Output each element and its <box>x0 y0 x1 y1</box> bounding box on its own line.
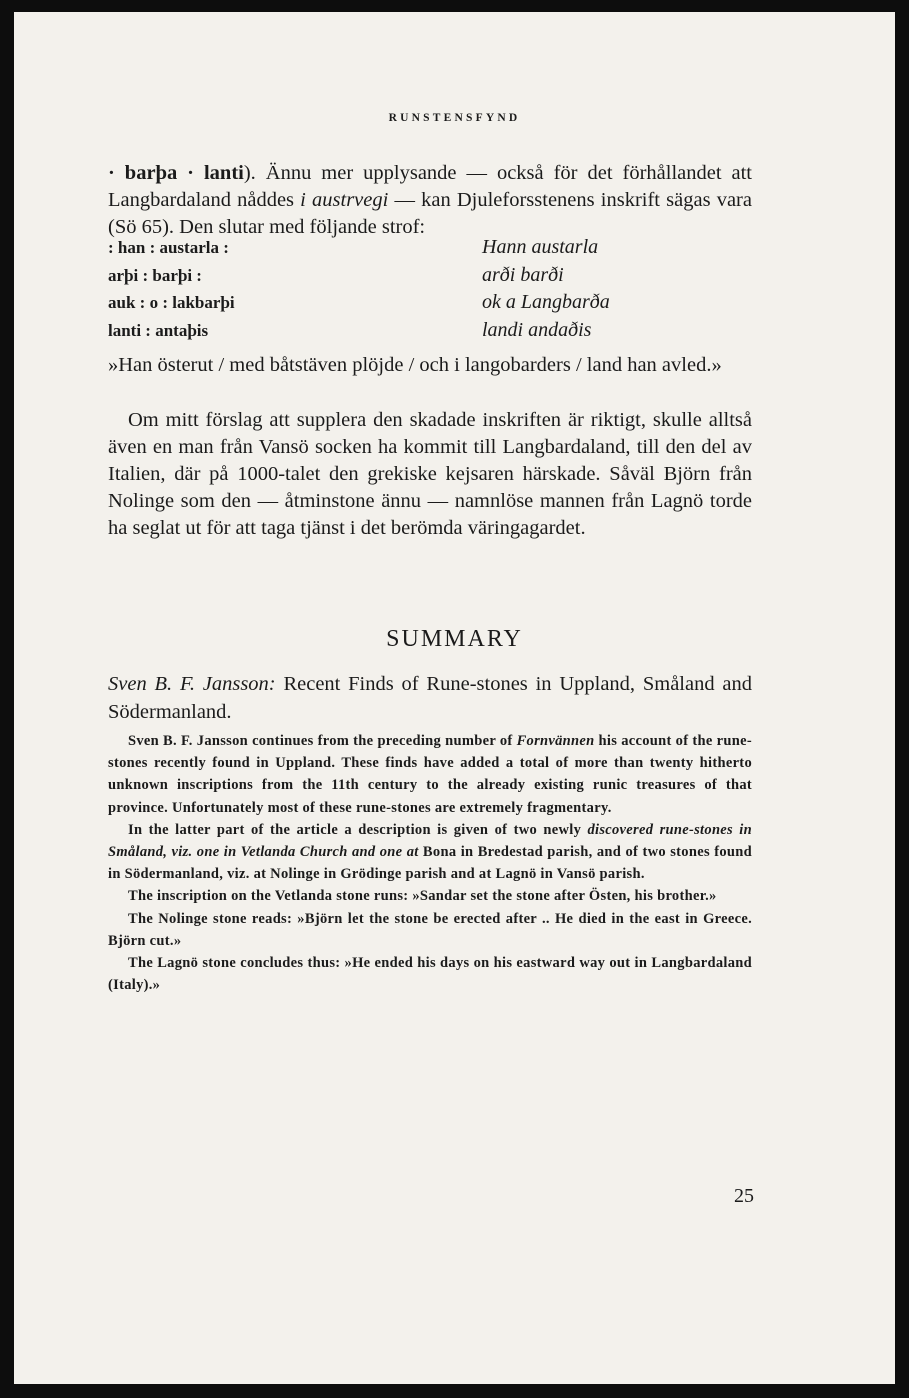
rune-fragment: · barþa · lanti <box>108 162 244 184</box>
rune-transliteration: arþi : barþi : <box>108 265 202 285</box>
verse-line <box>108 317 748 345</box>
running-head: RUNSTENSFYND <box>388 112 521 124</box>
intro-text-a: ). Ännu mer upplysande — också för det förhållandet att Langbardaland nåddes <box>108 162 752 211</box>
summary-body <box>108 730 752 996</box>
summary-title: SUMMARY <box>386 626 523 652</box>
summary-article-title: Recent Finds of Rune-stones in Uppland, Småland and Södermanland. <box>108 673 752 723</box>
verse-line <box>108 234 748 262</box>
verse-line <box>108 262 748 290</box>
intro-italic-term: i austrvegi <box>300 189 389 211</box>
verse-line <box>108 289 748 317</box>
body-paragraph: Om mitt förslag att supplera den skadade inskriften är riktigt, skulle alltså även en man från Vansö socken ha kommit till Langbardaland, till den del av Italien, där på 1000-talet den grekiske kejsaren härskade. Såväl Björn från Nolinge som den — åtminstone ännu — namnlöse mannen från Lagnö torde ha seglat ut för att taga tjänst i det berömda väringagardet. <box>108 409 752 539</box>
intro-text-b: — kan Djuleforsstenens inskrift sägas vara (Sö 65). Den slutar med följande strof: <box>108 189 752 238</box>
verse-block <box>108 234 748 344</box>
summary-paragraph: In the latter part of the article a description is given of two newly discovered rune-stones in Småland, viz. one in Vetlanda Church and one at Bona in Bredestad parish, and of two stones found in Södermanland, viz. at Nolinge in Grödinge parish and at Lagnö in Vansö parish. <box>108 821 752 883</box>
page <box>14 12 895 1384</box>
summary-lead <box>108 670 752 726</box>
summary-author: Sven B. F. Jansson: <box>108 673 276 695</box>
old-norse-normalization: ok a Langbarða <box>482 291 610 313</box>
page-number: 25 <box>734 1185 754 1207</box>
rune-transliteration: : han : austarla : <box>108 238 229 257</box>
old-norse-normalization: landi andaðis <box>482 318 592 341</box>
old-norse-normalization: Hann austarla <box>482 236 599 258</box>
summary-paragraph: The Lagnö stone concludes thus: »He ended his days on his eastward way out in Langbardaland (Italy).» <box>108 955 752 994</box>
summary-paragraph: The Nolinge stone reads: »Björn let the stone be erected after .. He died in the east in Greece. Björn cut.» <box>108 910 752 949</box>
rune-transliteration: auk : o : lakbarþi <box>108 293 235 312</box>
journal-title: Fornvännen <box>516 733 595 749</box>
summary-paragraph: The inscription on the Vetlanda stone runs: »Sandar set the stone after Östen, his brother.» <box>128 888 717 905</box>
summary-paragraph: Sven B. F. Jansson continues from the preceding number of Fornvännen his account of the rune-stones recently found in Uppland. These finds have added a total of more than twenty hitherto unknown inscriptions from the 11th century to the already existing runic treasures of that province. Unfortunately most of these rune-stones are extremely fragmentary. <box>108 733 752 816</box>
translation: »Han österut / med båtstäven plöjde / och i langobarders / land han avled.» <box>108 354 722 376</box>
intro-paragraph <box>108 160 752 241</box>
rune-transliteration: lanti : antaþis <box>108 320 209 340</box>
old-norse-normalization: arði barði <box>482 263 564 286</box>
